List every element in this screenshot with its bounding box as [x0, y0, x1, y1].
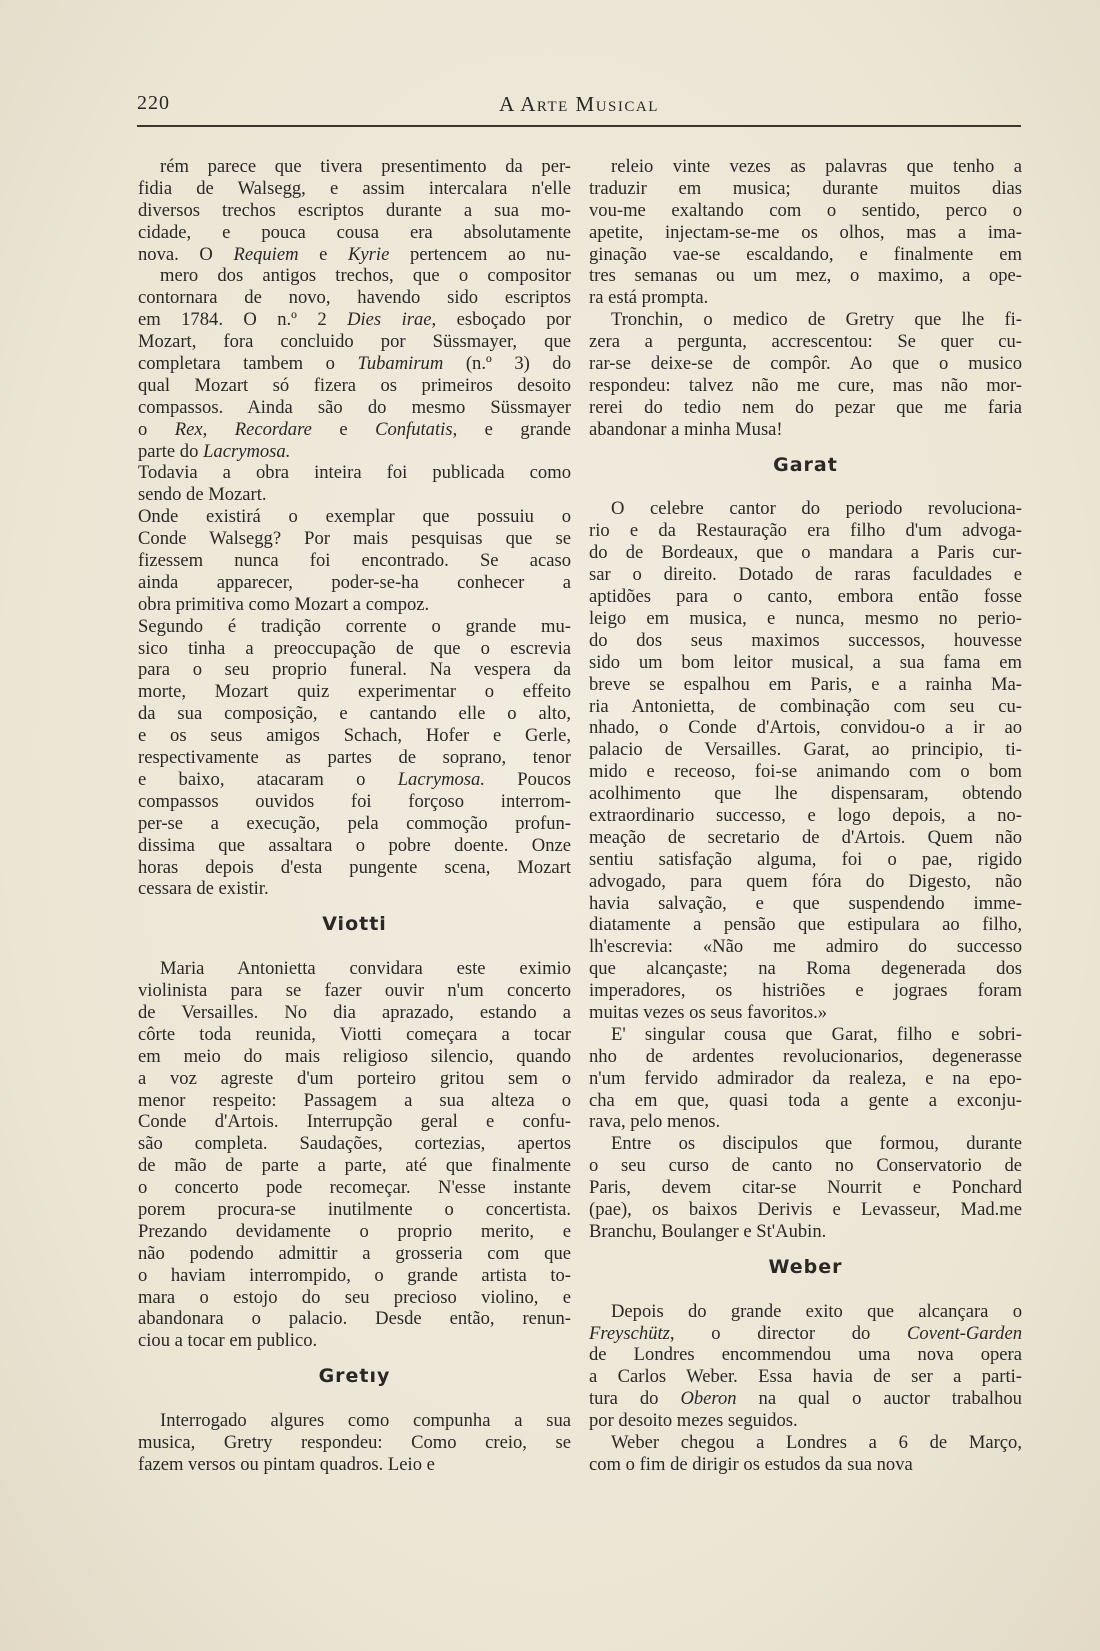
text-line: ria Antonietta, de combinação com seu cu- [589, 695, 1022, 717]
text-line: de mão de parte a parte, até que finalmente [138, 1155, 571, 1177]
text-line: mara o estojo do seu precioso violino, e [138, 1286, 571, 1308]
text-line: diatamente a pensão que estipulara ao filho, [589, 914, 1022, 936]
text-line: per-se a execução, pela commoção profun- [138, 812, 571, 834]
page-header [137, 92, 1021, 122]
text-line: contornara de novo, havendo sido escriptos [138, 287, 571, 309]
text-line: do de Bordeaux, que o mandara a Paris cur- [589, 542, 1022, 564]
text-line: cessara de existir. [138, 878, 269, 900]
text-line: Entre os discipulos que formou, durante [611, 1133, 1022, 1155]
text-line: Paris, devem citar-se Nourrit e Ponchard [589, 1177, 1022, 1199]
text-line: Prezando devidamente o proprio merito, e [138, 1220, 571, 1242]
text-line: compassos. Ainda são do mesmo Süssmayer [138, 396, 571, 418]
left-column [138, 156, 571, 1476]
text-line: que alcançaste; na Roma degenerada dos [589, 958, 1022, 980]
text-line: sico tinha a preoccupação de que o escrevia [138, 637, 571, 659]
page-number: 220 [137, 92, 170, 114]
text-line: horas depois d'esta pungente scena, Mozart [138, 856, 571, 878]
text-line: ainda apparecer, poder-se-ha conhecer a [138, 571, 571, 593]
text-line: Weber chegou a Londres a 6 de Março, [611, 1432, 1022, 1454]
text-line: apetite, injectam-se-me os olhos, mas a ima- [589, 221, 1022, 243]
right-column [589, 156, 1022, 1476]
text-line: ciou a tocar em publico. [138, 1330, 318, 1352]
text-line: da sua composição, e cantando elle o alto, [138, 703, 571, 725]
text-line: muitas vezes os seus favoritos.» [589, 1001, 828, 1023]
text-line: havia salvação, e que suspendendo imme- [589, 892, 1022, 914]
text-line: acolhimento que lhe dispensaram, obtendo [589, 783, 1022, 805]
text-line: rar-se deixe-se de compôr. Ao que o musico [589, 353, 1022, 375]
text-line: nho de ardentes revolucionarios, degenerasse [589, 1045, 1022, 1067]
text-line: nova. O Requiem e Kyrie pertencem ao nu- [138, 243, 571, 265]
text-line: Segundo é tradição corrente o grande mu- [138, 615, 571, 637]
text-line: de Londres encommendou uma nova opera [589, 1344, 1022, 1366]
viotti-section [138, 958, 571, 1352]
text-line: Todavia a obra inteira foi publicada como [138, 462, 571, 484]
mozart-section [138, 156, 571, 900]
text-line: do dos seus maximos successos, houvesse [589, 629, 1022, 651]
text-line: sido um bom leitor musical, a sua fama em [589, 651, 1022, 673]
text-line: aptidões para o canto, embora então fosse [589, 586, 1022, 608]
text-line: abandonar a minha Musa! [589, 418, 783, 440]
text-line: fazem versos ou pintam quadros. Leio e [138, 1453, 435, 1475]
text-line: meação de secretario de d'Artois. Quem não [589, 826, 1022, 848]
text-line: para o seu proprio funeral. Na vespera da [138, 659, 571, 681]
text-line: menor respeito: Passagem a sua alteza o [138, 1089, 571, 1111]
text-line: abandonara o palacio. Desde então, renun- [138, 1308, 571, 1330]
text-line: em 1784. O n.º 2 Dies irae, esboçado por [138, 309, 571, 331]
text-line: completara tambem o Tubamirum (n.º 3) do [138, 353, 571, 375]
text-line: e baixo, atacaram o Lacrymosa. Poucos [138, 768, 571, 790]
viotti-heading: Viotti [322, 913, 387, 936]
gretry-continued-section [589, 156, 1022, 441]
text-line: obra primitiva como Mozart a compoz. [138, 593, 430, 615]
text-line: mido e receoso, foi-se animando com o bom [589, 761, 1022, 783]
text-line: Branchu, Boulanger e St'Aubin. [589, 1220, 827, 1242]
text-line: releio vinte vezes as palavras que tenho a [611, 156, 1022, 177]
text-line: em meio do mais religioso silencio, quando [138, 1045, 571, 1067]
text-line: Conde Walsegg? Por mais pesquisas que se [138, 528, 571, 550]
text-line: zera a pergunta, accrescentou: Se quer cu- [589, 331, 1022, 353]
text-line: breve se espalhou em Paris, e a rainha Ma- [589, 673, 1022, 695]
text-line: O celebre cantor do periodo revoluciona- [611, 498, 1022, 520]
text-line: cha em que, quasi toda a gente a exconju- [589, 1089, 1022, 1111]
text-line: traduzir em musica; durante muitos dias [589, 177, 1022, 199]
text-line: côrte toda reunida, Viotti começara a tocar [138, 1023, 571, 1045]
text-line: leigo em musica, e nunca, mesmo no perio- [589, 607, 1022, 629]
text-line: e os seus amigos Schach, Hofer e Gerle, [138, 725, 571, 747]
text-line: rerei do tedio nem do pezar que me faria [589, 396, 1022, 418]
gretry-heading: Gretıy [318, 1365, 391, 1388]
text-line: Interrogado algures como compunha a sua [160, 1410, 571, 1432]
text-line: imperadores, os histriões e jograes foram [589, 980, 1022, 1002]
text-line: advogado, para quem fóra do Digesto, não [589, 870, 1022, 892]
text-line: morte, Mozart quiz experimentar o effeito [138, 681, 571, 703]
text-line: diversos trechos escriptos durante a sua mo- [138, 199, 571, 221]
text-line: ra está prompta. [589, 287, 709, 309]
text-line: o concerto pode recomeçar. N'esse instante [138, 1177, 571, 1199]
text-line: (pae), os baixos Derivis e Levasseur, Mad.me [589, 1198, 1022, 1220]
text-line: E' singular cousa que Garat, filho e sobri- [611, 1023, 1022, 1045]
text-line: Mozart, fora concluido por Süssmayer, que [138, 331, 571, 353]
weber-heading: Weber [768, 1255, 843, 1278]
text-line: com o fim de dirigir os estudos da sua nova [589, 1453, 913, 1475]
text-line: lh'escrevia: «Não me admiro do successo [589, 936, 1022, 958]
text-line: Freyschütz, o director do Covent-Garden [589, 1322, 1022, 1344]
text-line: fizessem nunca foi encontrado. Se acaso [138, 550, 571, 572]
text-line: a Carlos Weber. Essa havia de ser a parti- [589, 1366, 1022, 1388]
text-line: tura do Oberon na qual o auctor trabalhou [589, 1388, 1022, 1410]
text-line: respectivamente as partes de soprano, tenor [138, 747, 571, 769]
text-line: não podendo admittir a grosseria com que [138, 1242, 571, 1264]
text-line: vou-me exaltando com o sentido, perco o [589, 199, 1022, 221]
text-line: tres semanas ou um mez, o maximo, a ope- [589, 265, 1022, 287]
text-line: Onde existirá o exemplar que possuiu o [138, 506, 571, 528]
text-line: o seu curso de canto no Conservatorio de [589, 1155, 1022, 1177]
text-line: mero dos antigos trechos, que o compositor [160, 265, 571, 287]
text-line: o haviam interrompido, o grande artista to- [138, 1264, 571, 1286]
text-line: de Versailles. No dia aprazado, estando a [138, 1001, 571, 1023]
weber-section [589, 1301, 1022, 1476]
text-line: dissima que assaltara o pobre doente. Onze [138, 834, 571, 856]
text-line: o Rex, Recordare e Confutatis, e grande [138, 418, 571, 440]
text-line: musica, Gretry respondeu: Como creio, se [138, 1432, 571, 1454]
text-line: porem procura-se inutilmente o concertista. [138, 1198, 571, 1220]
text-line: Depois do grande exito que alcançara o [611, 1300, 1022, 1322]
text-line: qual Mozart só fizera os primeiros desoito [138, 374, 571, 396]
text-line: cidade, e pouca cousa era absolutamente [138, 221, 571, 243]
text-line: rém parece que tivera presentimento da per- [160, 156, 571, 177]
header-rule [137, 125, 1021, 127]
text-line: por desoito mezes seguidos. [589, 1410, 798, 1432]
text-line: parte do Lacrymosa. [138, 440, 291, 462]
text-line: fidia de Walsegg, e assim intercalara n'elle [138, 177, 571, 199]
text-line: palacio de Versailles. Garat, ao principio, ti- [589, 739, 1022, 761]
text-line: a voz agreste d'um porteiro gritou sem o [138, 1067, 571, 1089]
text-line: ginação vae-se escaldando, e finalmente em [589, 243, 1022, 265]
running-title: A Arte Musical [499, 92, 659, 116]
gretry-section [138, 1410, 571, 1476]
text-line: Maria Antonietta convidara este eximio [160, 958, 571, 980]
text-line: nhado, o Conde d'Artois, convidou-o a ir ao [589, 717, 1022, 739]
text-line: rava, pelo menos. [589, 1111, 721, 1133]
text-line: rio e da Restauração era filho d'um advoga- [589, 520, 1022, 542]
garat-section [589, 498, 1022, 1242]
text-line: extraordinario successo, e logo depois, a no- [589, 804, 1022, 826]
text-line: violinista para se fazer ouvir n'um concerto [138, 980, 571, 1002]
text-line: sentiu satisfação alguma, foi o pae, rigido [589, 848, 1022, 870]
text-line: n'um fervido admirador da realeza, e na epo- [589, 1067, 1022, 1089]
text-line: Conde d'Artois. Interrupção geral e confu- [138, 1111, 571, 1133]
text-line: Tronchin, o medico de Gretry que lhe fi- [611, 309, 1022, 331]
garat-heading: Garat [773, 453, 838, 476]
text-line: são completa. Saudações, cortezias, apertos [138, 1133, 571, 1155]
text-line: compassos ouvidos foi forçoso interrom- [138, 790, 571, 812]
text-line: respondeu: talvez não me cure, mas não mor- [589, 374, 1022, 396]
text-line: sendo de Mozart. [138, 484, 267, 506]
text-line: sar o direito. Dotado de raras faculdades e [589, 564, 1022, 586]
